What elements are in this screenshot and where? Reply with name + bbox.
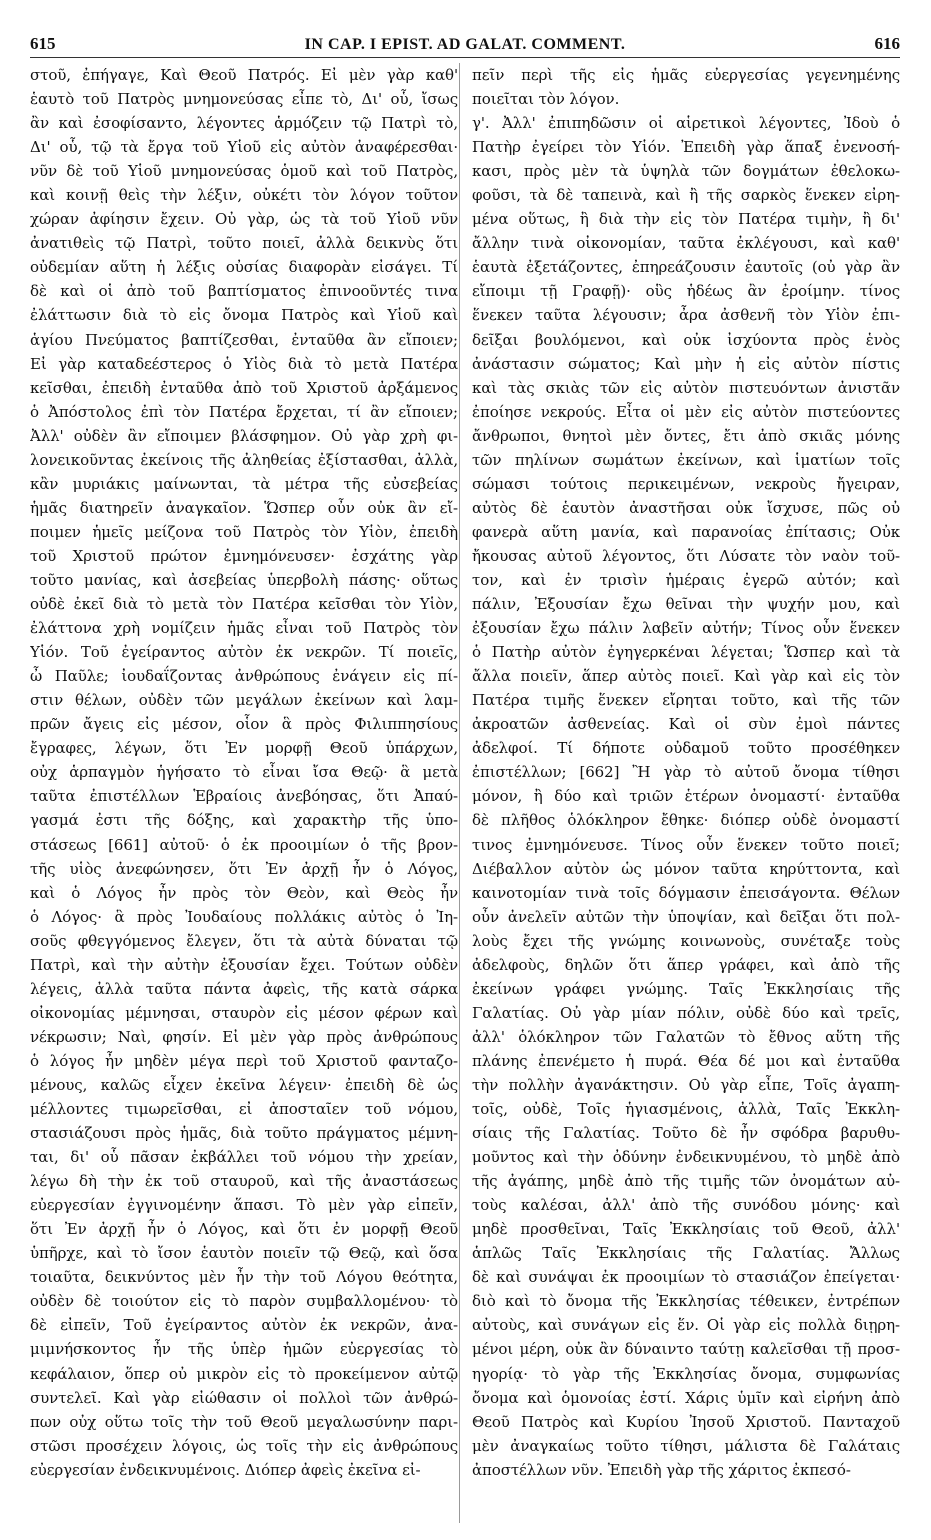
text-line: φανερὰ αὕτη μανία, καὶ παρανοίας ἐπίτασις; Οὐκ [472,522,900,541]
text-line: στιν θέλων, οὐδὲν τῶν μεγάλων ἐκείνων καὶ λαμ- [30,691,458,710]
text-line: ἐπιστέλλων; [662] Ἢ γὰρ τὸ αὐτοῦ ὄνομα τίθησι [472,763,900,782]
text-line: τῆς ἀγάπης, μηδὲ ἀπὸ τῆς τιμῆς τῶν ὀνομάτων αὐ- [472,1172,900,1191]
text-line: οἰκονομίας μέμνησαι, σταυρὸν εἰς μέσον φέρων καὶ [30,1003,458,1022]
text-line: δὲ καὶ συνάψαι ἐκ προοιμίων τὸ στασιάζον ἐπείγεται· [472,1268,900,1287]
text-line: λοὺς ἔχει τῆς γνώμης κοινωνοὺς, συνέταξε τοὺς [472,931,900,950]
text-line: τῶν πηλίνων σωμάτων ἐκείνων, καὶ ἱματίων τοῖς [472,450,900,469]
text-line: τῆς υἱὸς ἀνεφώνησεν, ὅτι Ἐν ἀρχῇ ἦν ὁ Λόγος, [30,859,458,878]
text-line: μέλλοντες τιμωρεῖσθαι, εἰ ἀποσταῖεν τοῦ νόμου, [30,1100,458,1119]
text-line: πρῶν ἄγεις εἰς μέσον, οἷον ἃ πρὸς Φιλιππησίους [30,715,458,734]
text-line: ἤκουσας αὐτοῦ λέγοντος, ὅτι Λύσατε τὸν ναὸν τοῦ- [472,546,900,565]
text-line: τον, καὶ ἐν τρισὶν ἡμέραις ἐγερῶ αὐτόν; καὶ [472,570,900,589]
text-line: πάλιν, Ἐξουσίαν ἔχω θεῖναι τὴν ψυχήν μου, καὶ [472,595,900,614]
text-line: καὶ τὰς σκιὰς τῶν εἰς αὐτὸν πιστευόντων ἀνιστᾶν [472,378,900,397]
text-line: ἄλλα ποιεῖν, ἅπερ αὐτὸς ποιεῖ. Καὶ γὰρ καὶ εἰς τὸν [472,667,900,686]
text-line: φοῦσι, τὰ δὲ ταπεινὰ, καὶ ἢ τῆς σαρκὸς ἕνεκεν εἰρη- [472,186,900,205]
text-line: ποιεῖται τὸν λόγον. [472,90,620,109]
text-line: δεῖξαι βουλόμενοι, καὶ οὐκ ἰσχύοντα πρὸς ἑνὸς [472,330,900,349]
text-line: συντελεῖ. Καὶ γὰρ εἰώθασιν οἱ πολλοὶ τῶν ἀνθρώ- [30,1388,458,1407]
text-line: αὐτοὺς, καὶ συνάγων εἰς ἕν. Οἱ γὰρ εἰς πολλὰ διῃρη- [472,1316,900,1335]
text-line: οὐδὲν δὲ τοιούτον εἰς τὸ παρὸν συμβαλλομένου· τὸ [30,1292,458,1311]
text-line: ται, δι' οὗ πᾶσαν ἐκβάλλει τοῦ νόμου τὴν χρείαν, [30,1148,458,1167]
text-line: καὶ ὁ Λόγος ἦν πρὸς τὸν Θεὸν, καὶ Θεὸς ἦν [30,883,458,902]
text-line: εἴποιμι τῇ Γραφῇ)· οὓς ἡδέως ἂν ἐροίμην. τίνος [472,282,900,301]
text-line: Πατρὶ, καὶ τὴν αὐτὴν ἐξουσίαν ἔχει. Τούτων οὐδὲν [30,955,458,974]
text-line: μὲν ἀναγκαίως τοῦτο τίθησι, μάλιστα δὲ Γαλάταις [472,1436,900,1455]
text-line: ὄνομα καὶ ὁμονοίας ἐστί. Χάρις ὑμῖν καὶ εἰρήνη ἀπὸ [472,1388,900,1407]
text-line: κἂν μυριάκις μαίνωνται, τὰ μέτρα τῆς εὐσεβείας [30,474,458,493]
text-line: τοιαῦτα, δεικνύντος μὲν ἦν τὴν τοῦ Λόγου θεότητα, [30,1268,458,1287]
text-line: ἐλάττωσιν διὰ τὸ εἰς ὄνομα Πατρὸς καὶ Υἱοῦ καὶ [30,306,458,325]
text-line: ὦ Παῦλε; ἰουδαΐζοντας ἀνθρώπους ἐνάγειν εἰς πί- [30,667,458,686]
header-rule [30,57,900,58]
text-line: δὲ πλῆθος ὁλόκληρον ἔθηκε· διόπερ οὐδὲ ὀνομαστί [472,811,900,830]
text-line: μένα οὕτως, ἢ διὰ τὴν εἰς τὸν Πατέρα τιμὴν, ἢ δι' [472,210,900,229]
text-line: μένους, καλῶς εἶχεν ἐκεῖνα λέγειν· ἐπειδὴ δὲ ὡς [30,1075,458,1094]
text-line: Πατὴρ ἐγείρει τὸν Υἱόν. Ἐπειδὴ γὰρ ἅπαξ ἐνενοσή- [472,138,900,157]
page-number-left: 615 [30,34,56,53]
text-line: σοῦς φθεγγόμενος ἔλεγεν, ὅτι τὰ αὐτὰ δύναται τῷ [30,931,458,950]
text-line: ἔγραφες, λέγων, ὅτι Ἐν μορφῇ Θεοῦ ὑπάρχων, [30,739,458,758]
running-title: IN CAP. I EPIST. AD GALAT. COMMENT. [304,36,626,53]
text-line: ἀνάστασιν σώματος; Καὶ μὴν ἡ εἰς αὐτὸν πίστις [472,354,900,373]
text-line: δὲ καὶ οἱ ἀπὸ τοῦ βαπτίσματος ἐπινοοῦντές τινα [30,282,458,301]
text-line: σώμασι τούτοις περικειμένων, νεκροὺς ἤγειραν, [472,474,900,493]
text-line: τοῦ Χριστοῦ πρώτον ἐμνημόνευσεν· ἐσχάτης γὰρ [30,546,458,565]
text-line: ἂν καὶ ἐσοφίσαντο, λέγοντες ἁρμόζειν τῷ Πατρὶ τὸ, [30,114,458,133]
text-line: στοῦ, ἐπήγαγε, Καὶ Θεοῦ Πατρός. Εἰ μὲν γὰρ καθ' [30,66,458,84]
text-line: καινοτομίαν τινὰ τοῖς δόγμασιν ἐπεισάγοντα. Θέλων [472,883,900,902]
text-line: ἀλλ' ὁλόκληρον τῶν Γαλατῶν τὸ ἔθνος αὕτη τῆς [472,1027,900,1046]
text-line: αὐτὸς δὲ ἑαυτὸν ἀναστῆσαι οὐκ ἴσχυσε, πῶς οὐ [472,498,900,517]
text-line: οὐχ ἁρπαγμὸν ἡγήσατο τὸ εἶναι ἴσα Θεῷ· ἃ μετὰ [30,763,458,782]
text-line: Εἰ γὰρ καταδεέστερος ὁ Υἱὸς διὰ τὸ μετὰ Πατέρα [30,354,458,373]
text-line: νῦν δὲ τοῦ Υἱοῦ μνημονεύσας ὁμοῦ καὶ τοῦ Πατρὸς, [30,162,458,181]
text-line: εὐεργεσίαν ἐγγινομένην ἅπασι. Τὸ μὲν γὰρ εἰπεῖν, [30,1196,458,1215]
text-line: οὐδὲ ἐκεῖ διὰ τὸ μετὰ τὸν Πατέρα κεῖσθαι τὸν Υἱὸν, [30,595,458,614]
text-line: εὐεργεσίαν ἐνδεικνυμένοις. Διόπερ ἀφεὶς ἐκεῖνα εἰ- [30,1460,421,1479]
text-line: σίαις τῆς Γαλατίας. Τοῦτο δὲ ἦν σφόδρα βαρυθυ- [472,1124,900,1143]
text-line: μένοι μέρη, οὐκ ἂν δύναιντο ταύτῃ καλεῖσθαι τῇ προσ- [472,1340,900,1359]
text-line: ἀδελφοὺς, δηλῶν ὅτι ἅπερ γράφει, καὶ ἀπὸ τῆς [472,955,900,974]
text-line: ἄλλην τινὰ οἰκονομίαν, ταῦτα ἐκλέγουσι, καὶ καθ' [472,234,900,253]
text-line: ὁ Λόγος· ἃ πρὸς Ἰουδαίους πολλάκις αὐτὸς ὁ Ἰη- [30,907,458,926]
text-line: ἐποίησε νεκρούς. Εἶτα οἱ μὲν εἰς αὐτὸν πιστεύοντες [472,402,900,421]
text-line: καὶ κοινῇ θεὶς τὴν λέξιν, οὐκέτι τὸν λόγον τοῦτον [30,186,458,205]
text-line: Υἱόν. Τοῦ ἐγείραντος αὐτὸν ἐκ νεκρῶν. Τί ποιεῖς, [30,643,458,662]
text-line: ἑαυτὰ ἐξετάζοντες, ἐπηρεάζουσιν ἑαυτοῖς (οὐ γὰρ ἂν [472,258,900,277]
text-line: ὁ Πατὴρ αὐτὸν ἐγηγερκέναι λέγεται; Ὥσπερ καὶ τὰ [472,643,900,662]
text-line: κεῖσθαι, ἐπειδὴ ἐνταῦθα ἀπὸ τοῦ Χριστοῦ ἀρξάμενος [30,378,458,397]
text-line: ταῦτα ἐπιστέλλων Ἑβραίοις ἀνεβόησας, ὅτι Ἀπαύ- [30,787,458,806]
text-line: ὑπῆρχε, καὶ τὸ ἴσον ἑαυτὸν ποιεῖν τῷ Θεῷ, καὶ ὅσα [30,1244,458,1263]
text-line: στάσεως [661] αὐτοῦ· ὁ ἐκ προοιμίων ὁ τῆς βρον- [30,835,458,854]
text-line: ἐξουσίαν ἔχω πάλιν λαβεῖν αὐτήν; Τίνος οὖν ἕνεκεν [472,619,900,638]
text-line: ηγορίᾳ· τὸ γὰρ τῆς Ἐκκλησίας ὄνομα, συμφωνίας [472,1364,900,1383]
text-line: τὴν πολλὴν ἀγανάκτησιν. Οὐ γὰρ εἶπε, Τοῖς ἀγαπη- [472,1075,900,1094]
text-line: Πατέρα τιμῆς ἕνεκεν εἴρηται τοῦτο, καὶ τῆς τῶν [472,691,900,710]
text-line: μιμνήσκοντος ἦν τῆς ὑπὲρ ἡμῶν εὐεργεσίας τὸ [30,1340,458,1359]
text-line: ὁ λόγος ἦν μηδὲν μέγα περὶ τοῦ Χριστοῦ φανταζο- [30,1051,458,1070]
text-line: μηδὲ προσθεῖναι, Ταῖς Ἐκκλησίαις τοῦ Θεοῦ, ἀλλ' [472,1220,900,1239]
text-line: ἄνθρωποι, θνητοὶ μὲν ὄντες, ἔτι ἀπὸ σκιᾶς μόνης [472,426,900,445]
text-line: Ἀλλ' οὐδὲν ἂν εἴποιμεν βλάσφημον. Οὐ γὰρ χρὴ φι- [30,426,458,445]
text-line: μόνον, ἢ δύο καὶ τριῶν ἑτέρων ὀνομαστί· ἐνταῦθα [472,787,900,806]
text-line: διὸ καὶ τὸ ὄνομα τῆς Ἐκκλησίας τέθεικεν, ἐντρέπων [472,1292,900,1311]
text-line: χώραν ἀφίησιν ἔχειν. Οὐ γὰρ, ὡς τὰ τοῦ Υἱοῦ νῦν [30,210,458,229]
column-divider [459,63,460,1523]
text-line: λέγεις, ἀλλὰ ταῦτα πάντα ἀφεὶς, τῆς κατὰ σάρκα [30,979,458,998]
text-line: στῶσι προσέχειν λόγοις, ὡς τοῖς τὴν εἰς ἀνθρώπους [30,1436,458,1455]
text-line: πεῖν περὶ τῆς εἰς ἡμᾶς εὐεργεσίας γεγενημένης [472,66,900,84]
text-line: νέκρωσιν; Ναὶ, φησίν. Εἰ μὲν γὰρ πρὸς ἀνθρώπους [30,1027,458,1046]
text-line: τοῖς, οὐδὲ, Τοῖς ἡγιασμένοις, ἀλλὰ, Ταῖς Ἐκκλη- [472,1100,900,1119]
text-line: τινος ἐμνημόνευσε. Τίνος οὖν ἕνεκεν τοῦτο ποιεῖ; [472,835,900,854]
text-line: ἑαυτὸ τοῦ Πατρὸς μνημονεύσας εἶπε τὸ, Δι' οὗ, ἴσως [30,90,458,109]
text-line: ὁ Ἀπόστολος ἐπὶ τὸν Πατέρα ἔρχεται, τί ἂν εἴποιεν; [30,402,458,421]
text-line: λονεικοῦντας ἐκείνοις τῆς ἀληθείας ἐξίστασθαι, ἀλλὰ, [30,450,458,469]
right-text-column [472,63,900,1523]
text-line: οὐδεμίαν αὕτη ἡ λέξις οὐσίας διαφορὰν εἰσάγει. Τί [30,258,458,277]
page-header [30,34,900,56]
text-line: γασμά ἐστι τῆς δόξης, καὶ χαρακτὴρ τῆς ὑπο- [30,811,458,830]
text-line: Διέβαλλον αὐτὸν ὡς μόνον ταῦτα κηρύττοντα, καὶ [472,859,900,878]
text-line: στασιάζουσι πρὸς ἡμᾶς, διὰ τοῦτο πράγματος μέμνη- [30,1124,458,1143]
text-line: κασι, πρὸς μὲν τὰ ὑψηλὰ τῶν δογμάτων ἐθελοκω- [472,162,900,181]
text-line: οὖν ἀνελεῖν αὐτῶν τὴν ὑποψίαν, καὶ δεῖξαι ὅτι πολ- [472,907,900,926]
text-line: γ'. Ἀλλ' ἐπιπηδῶσιν οἱ αἱρετικοὶ λέγοντες, Ἰδοὺ ὁ [472,114,900,133]
text-line: λέγω δὴ τὴν ἐκ τοῦ σταυροῦ, καὶ τῆς ἀναστάσεως [30,1172,458,1191]
text-line: μοῦντος καὶ τὴν ὀδύνην ἐνδεικνυμένου, τὸ μηδὲ ἀπὸ [472,1148,900,1167]
text-line: ἀκροατῶν ἀσθενείας. Καὶ οἱ σὺν ἐμοὶ πάντες [472,715,900,734]
text-line: ἀδελφοί. Τί δήποτε οὐδαμοῦ τοῦτο προσέθηκεν [472,739,900,758]
text-line: Δι' οὗ, τῷ τὰ ἔργα τοῦ Υἱοῦ εἰς αὐτὸν ἀναφέρεσθαι· [30,138,458,157]
text-line: ἀποστέλλων νῦν. Ἐπειδὴ γὰρ τῆς χάριτος ἐκπεσό- [472,1460,851,1479]
text-line: πλάνης ἐπενέμετο ἡ πυρά. Θέα δέ μοι καὶ ἐνταῦθα [472,1051,900,1070]
text-line: ὅτι Ἐν ἀρχῇ ἦν ὁ Λόγος, καὶ ὅτι ἐν μορφῇ Θεοῦ [30,1220,458,1239]
text-line: ποιμεν ἡμεῖς μείζονα τοῦ Πατρὸς τὸν Υἱὸν, ἐπειδὴ [30,522,458,541]
text-line: Γαλατίας. Οὐ γὰρ μίαν πόλιν, οὐδὲ δύο καὶ τρεῖς, [472,1003,900,1022]
text-line: τοὺς καλέσαι, ἀλλ' ἀπὸ τῆς συνόδου μόνης· καὶ [472,1196,900,1215]
text-line: πων οὐχ οὕτω τοῖς τὴν τοῦ Θεοῦ μεγαλωσύνην παρι- [30,1412,458,1431]
text-line: ἐλάττονα χρὴ νομίζειν ἡμᾶς εἶναι τοῦ Πατρὸς τὸν [30,619,458,638]
text-line: ἁγίου Πνεύματος βαπτίζεσθαι, ἐνταῦθα ἂν εἴποιεν; [30,330,458,349]
text-line: ἁπλῶς Ταῖς Ἐκκλησίαις τῆς Γαλατίας. Ἄλλως [472,1244,900,1263]
text-line: ἐκείνων γράφει γνώμης. Ταῖς Ἐκκλησίαις τῆς [472,979,900,998]
text-line: Θεοῦ Πατρὸς καὶ Κυρίου Ἰησοῦ Χριστοῦ. Πανταχοῦ [472,1412,900,1431]
text-line: ἀνατιθεὶς τῷ Πατρὶ, τοῦτο ποιεῖ, ἀλλὰ δεικνὺς ὅτι [30,234,458,253]
page-number-right: 616 [874,34,900,53]
text-line: δὲ εἰπεῖν, Τοῦ ἐγείραντος αὐτὸν ἐκ νεκρῶν, ἀνα- [30,1316,458,1335]
text-line: ἕνεκεν ταῦτα λέγουσιν; ἆρα ἀσθενῆ τὸν Υἱὸν ἐπι- [472,306,900,325]
left-text-column [30,63,458,1523]
text-line: τοῦτο μανίας, καὶ ἀσεβείας ὑπερβολὴ πάσης· οὕτως [30,570,458,589]
text-line: ἡμᾶς διατηρεῖν ἀναγκαῖον. Ὥσπερ οὖν οὐκ ἂν εἴ- [30,498,458,517]
text-line: κεφάλαιον, ὅπερ οὐ μικρὸν εἰς τὸ προκείμενον αὐτῷ [30,1364,458,1383]
